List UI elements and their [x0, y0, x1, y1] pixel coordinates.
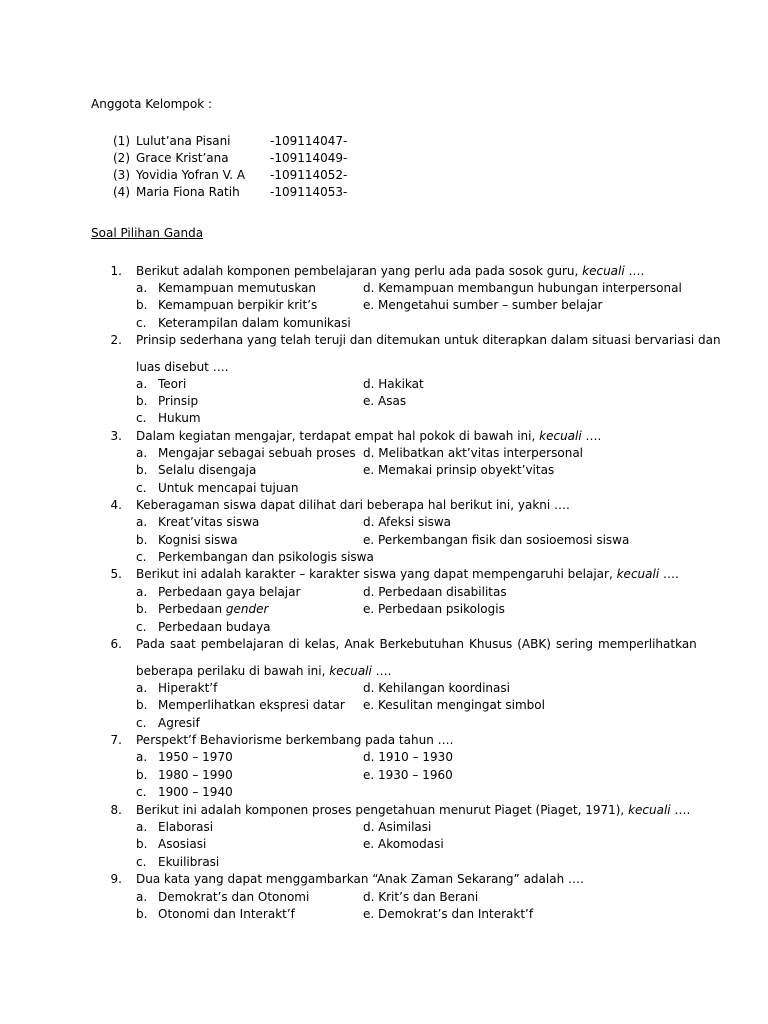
option-b: Prinsip	[158, 394, 199, 408]
question-text: Dalam kegiatan mengajar, terdapat empat hal pokok di bawah ini, kecuali ….	[136, 429, 602, 443]
option-letter: a.	[136, 281, 148, 295]
question-number: 5.	[110, 567, 122, 581]
option-a: 1950 – 1970	[158, 750, 233, 764]
option-a: Elaborasi	[158, 820, 214, 834]
question-text: Prinsip sederhana yang telah teruji dan ditemukan untuk diterapkan dalam situasi bervariasi dan	[136, 333, 721, 347]
option-e: e. Memakai prinsip obyekt’vitas	[363, 463, 555, 477]
member-id: -109114047-	[270, 134, 348, 148]
option-letter: c.	[136, 785, 147, 799]
option-c: Keterampilan dalam komunikasi	[158, 316, 351, 330]
option-letter: c.	[136, 481, 147, 495]
question-number: 4.	[110, 498, 122, 512]
option-c: Perbedaan budaya	[158, 620, 271, 634]
option-letter: a.	[136, 585, 148, 599]
question-text-continued: beberapa perilaku di bawah ini, kecuali ….	[136, 664, 392, 678]
section-title: Soal Pilihan Ganda	[91, 226, 204, 240]
member-name: Grace Krist’ana	[136, 151, 229, 165]
option-d: d. Perbedaan disabilitas	[363, 585, 507, 599]
option-e: e. Akomodasi	[363, 837, 444, 851]
option-a: Mengajar sebagai sebuah proses	[158, 446, 356, 460]
option-letter: c.	[136, 550, 147, 564]
option-a: Teori	[158, 377, 187, 391]
option-letter: a.	[136, 890, 148, 904]
option-letter: c.	[136, 316, 147, 330]
question-text-continued: luas disebut ….	[136, 360, 229, 374]
question-text: Berikut adalah komponen pembelajaran yang perlu ada pada sosok guru, kecuali ….	[136, 264, 645, 278]
question-number: 2.	[110, 333, 122, 347]
option-letter: c.	[136, 716, 147, 730]
option-letter: b.	[136, 837, 148, 851]
option-letter: c.	[136, 620, 147, 634]
member-no: (1)	[113, 134, 130, 148]
option-d: d. Afeksi siswa	[363, 515, 451, 529]
option-letter: c.	[136, 411, 147, 425]
option-e: e. Perbedaan psikologis	[363, 602, 505, 616]
member-no: (3)	[113, 168, 130, 182]
option-c: Hukum	[158, 411, 201, 425]
group-title: Anggota Kelompok :	[91, 97, 213, 111]
option-letter: b.	[136, 602, 148, 616]
member-id: -109114049-	[270, 151, 348, 165]
option-e: e. 1930 – 1960	[363, 768, 453, 782]
option-b: 1980 – 1990	[158, 768, 233, 782]
question-number: 6.	[110, 637, 122, 651]
option-c: Ekuilibrasi	[158, 855, 220, 869]
member-id: -109114052-	[270, 168, 348, 182]
option-letter: b.	[136, 698, 148, 712]
question-text: Dua kata yang dapat menggambarkan “Anak Zaman Sekarang” adalah ….	[136, 872, 584, 886]
member-id: -109114053-	[270, 185, 348, 199]
option-letter: a.	[136, 820, 148, 834]
option-d: d. 1910 – 1930	[363, 750, 453, 764]
option-d: d. Krit’s dan Berani	[363, 890, 479, 904]
option-a: Perbedaan gaya belajar	[158, 585, 301, 599]
option-b: Perbedaan gender	[158, 602, 269, 616]
option-letter: c.	[136, 855, 147, 869]
question-number: 3.	[110, 429, 122, 443]
option-d: d. Melibatkan akt’vitas interpersonal	[363, 446, 584, 460]
question-number: 7.	[110, 733, 122, 747]
option-d: d. Kemampuan membangun hubungan interpersonal	[363, 281, 682, 295]
option-e: e. Kesulitan mengingat simbol	[363, 698, 545, 712]
question-number: 8.	[110, 803, 122, 817]
option-letter: a.	[136, 515, 148, 529]
option-d: d. Asimilasi	[363, 820, 432, 834]
option-letter: b.	[136, 768, 148, 782]
option-letter: b.	[136, 907, 148, 921]
member-no: (4)	[113, 185, 130, 199]
option-b: Otonomi dan Interakt’f	[158, 907, 295, 921]
member-name: Maria Fiona Ratih	[136, 185, 240, 199]
option-b: Kognisi siswa	[158, 533, 238, 547]
option-b: Memperlihatkan ekspresi datar	[158, 698, 345, 712]
option-c: 1900 – 1940	[158, 785, 233, 799]
option-d: d. Hakikat	[363, 377, 424, 391]
option-letter: a.	[136, 681, 148, 695]
option-c: Untuk mencapai tujuan	[158, 481, 299, 495]
option-a: Kemampuan memutuskan	[158, 281, 317, 295]
option-c: Perkembangan dan psikologis siswa	[158, 550, 374, 564]
question-text: Berikut ini adalah komponen proses pengetahuan menurut Piaget (Piaget, 1971), kecuali ….	[136, 803, 691, 817]
option-b: Asosiasi	[158, 837, 207, 851]
option-letter: a.	[136, 377, 148, 391]
question-text: Keberagaman siswa dapat dilihat dari beberapa hal berikut ini, yakni ….	[136, 498, 570, 512]
option-letter: b.	[136, 394, 148, 408]
question-text: Perspekt’f Behaviorisme berkembang pada tahun ….	[136, 733, 454, 747]
member-name: Lulut’ana Pisani	[136, 134, 231, 148]
option-letter: a.	[136, 446, 148, 460]
member-name: Yovidia Yofran V. A	[136, 168, 246, 182]
option-a: Demokrat’s dan Otonomi	[158, 890, 310, 904]
option-a: Kreat’vitas siswa	[158, 515, 260, 529]
member-no: (2)	[113, 151, 130, 165]
option-b: Kemampuan berpikir krit’s	[158, 298, 318, 312]
option-e: e. Demokrat’s dan Interakt’f	[363, 907, 534, 921]
option-e: e. Perkembangan fisik dan sosioemosi siswa	[363, 533, 630, 547]
option-letter: b.	[136, 533, 148, 547]
question-number: 1.	[110, 264, 122, 278]
option-b: Selalu disengaja	[158, 463, 257, 477]
option-letter: b.	[136, 463, 148, 477]
question-text: Pada saat pembelajaran di kelas, Anak Berkebutuhan Khusus (ABK) sering memperlihatkan	[136, 637, 697, 651]
option-a: Hiperakt’f	[158, 681, 218, 695]
option-e: e. Mengetahui sumber – sumber belajar	[363, 298, 603, 312]
option-letter: b.	[136, 298, 148, 312]
question-number: 9.	[110, 872, 122, 886]
option-d: d. Kehilangan koordinasi	[363, 681, 510, 695]
option-letter: a.	[136, 750, 148, 764]
option-c: Agresif	[158, 716, 200, 730]
question-text: Berikut ini adalah karakter – karakter siswa yang dapat mempengaruhi belajar, kecuali ….	[136, 567, 679, 581]
option-e: e. Asas	[363, 394, 407, 408]
